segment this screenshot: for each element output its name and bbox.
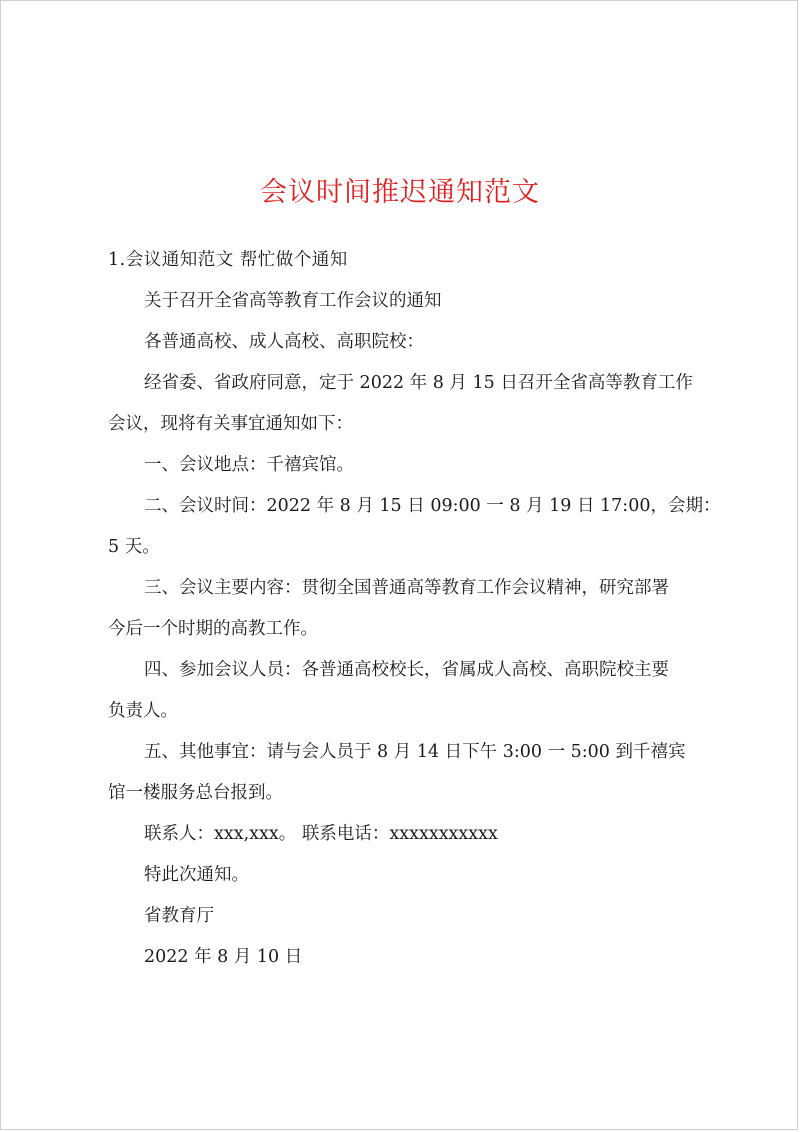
other-matters-line-1: 五、其他事宜：请与会人员于 8 月 14 日下午 3:00 一 5:00 到千禧宾 (144, 742, 686, 762)
recipients-line: 各普通高校、成人高校、高职院校： (144, 332, 424, 352)
document-body (108, 240, 721, 978)
issue-date: 2022 年 8 月 10 日 (144, 947, 303, 967)
issuer: 省教育厅 (144, 906, 214, 926)
meeting-location: 一、会议地点：千禧宾馆。 (144, 455, 354, 475)
contact-info: 联系人：xxx,xxx。 联系电话：xxxxxxxxxxx (144, 824, 498, 844)
meeting-time-line-2: 5 天。 (108, 537, 160, 557)
intro-paragraph-line-2: 会议，现将有关事宜通知如下： (108, 414, 353, 434)
attendees-line-1: 四、参加会议人员：各普通高校校长，省属成人高校、高职院校主要 (144, 660, 669, 680)
meeting-content-line-1: 三、会议主要内容：贯彻全国普通高等教育工作会议精神，研究部署 (144, 578, 669, 598)
meeting-content-line-2: 今后一个时期的高教工作。 (108, 619, 318, 639)
section-heading: 1.会议通知范文 帮忙做个通知 (108, 250, 348, 270)
meeting-time-line-1: 二、会议时间：2022 年 8 月 15 日 09:00 一 8 月 19 日 17:00，会期： (144, 496, 721, 516)
attendees-line-2: 负责人。 (108, 701, 178, 721)
other-matters-line-2: 馆一楼服务总台报到。 (108, 783, 283, 803)
document-title: 会议时间推迟通知范文 (260, 177, 540, 208)
closing-phrase: 特此次通知。 (144, 865, 249, 885)
notice-subject: 关于召开全省高等教育工作会议的通知 (144, 291, 442, 311)
intro-paragraph-line-1: 经省委、省政府同意，定于 2022 年 8 月 15 日召开全省高等教育工作 (144, 373, 693, 393)
